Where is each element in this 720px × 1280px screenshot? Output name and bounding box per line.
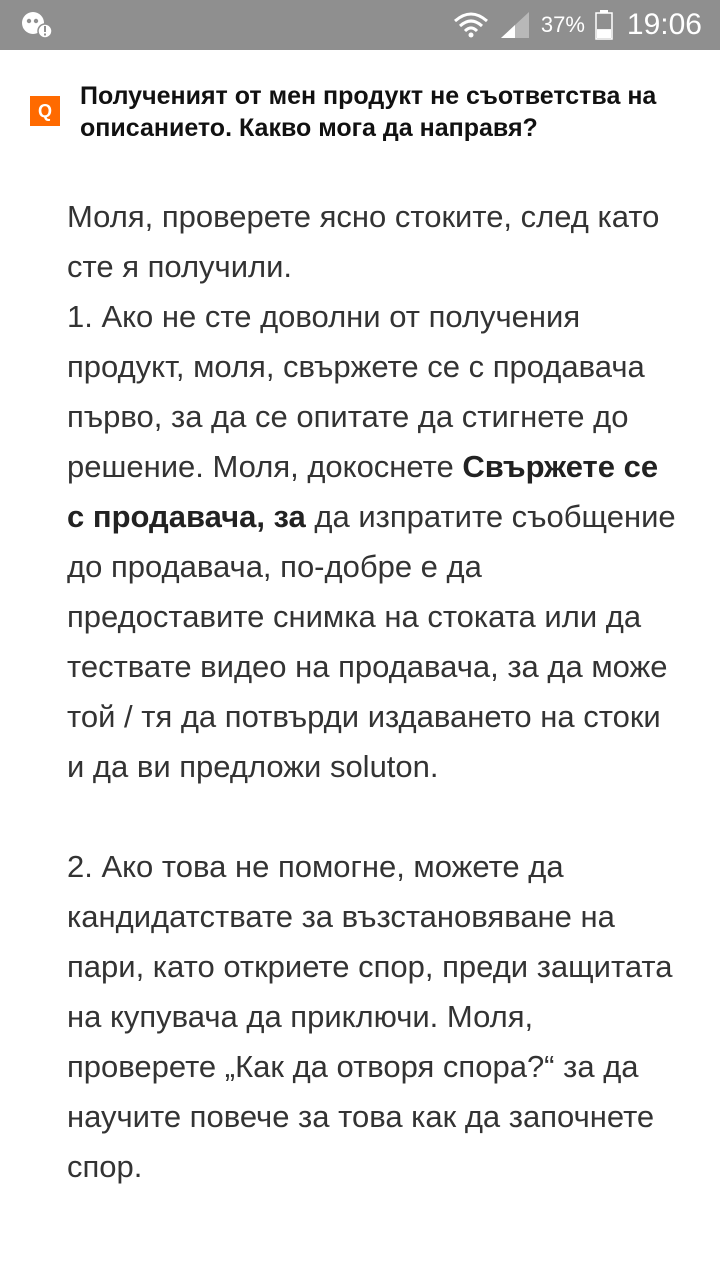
answer-intro: Моля, проверете ясно стоките, след като сте я получили.	[67, 199, 660, 284]
wifi-icon	[453, 9, 489, 41]
answer-point-2: 2. Ако това не помогне, можете да кандидатствате за възстановяване на пари, като откриете спор, преди защитата на купувача да приключи. Моля, проверете „Как да отворя спора?“ за да научите повече за това как да започнете спор.	[67, 849, 673, 1184]
notification-area	[20, 10, 54, 45]
answer-point-1-end: да изпратите съобщение до продавача, по-добре е да предоставите снимка на стоката или да тествате видео на продавача, за да може той / тя да потвърди издаването на стоки и да ви предложи soluton.	[67, 499, 676, 784]
clock: 19:06	[626, 8, 702, 41]
signal-icon	[499, 10, 531, 40]
answer-point-1	[67, 292, 677, 792]
answer-point-1-start: 1. Ако не сте доволни от получения продукт, моля, свържете се с продавача първо, за да се опитате да стигнете до решение. Моля, докоснете	[67, 299, 645, 484]
battery-icon	[595, 10, 613, 40]
battery-percent: 37%	[540, 12, 585, 37]
ghost-icon	[20, 10, 54, 40]
faq-answer	[67, 192, 677, 1192]
status-icons	[443, 0, 702, 50]
paragraph-gap	[67, 792, 677, 842]
contact-seller-link[interactable]: Свържете се с продавача, за	[67, 449, 659, 534]
status-bar	[0, 0, 720, 50]
q-badge: Q	[30, 96, 60, 126]
question-text: Полученият от мен продукт не съответства на описанието. Какво мога да направя?	[80, 82, 657, 142]
